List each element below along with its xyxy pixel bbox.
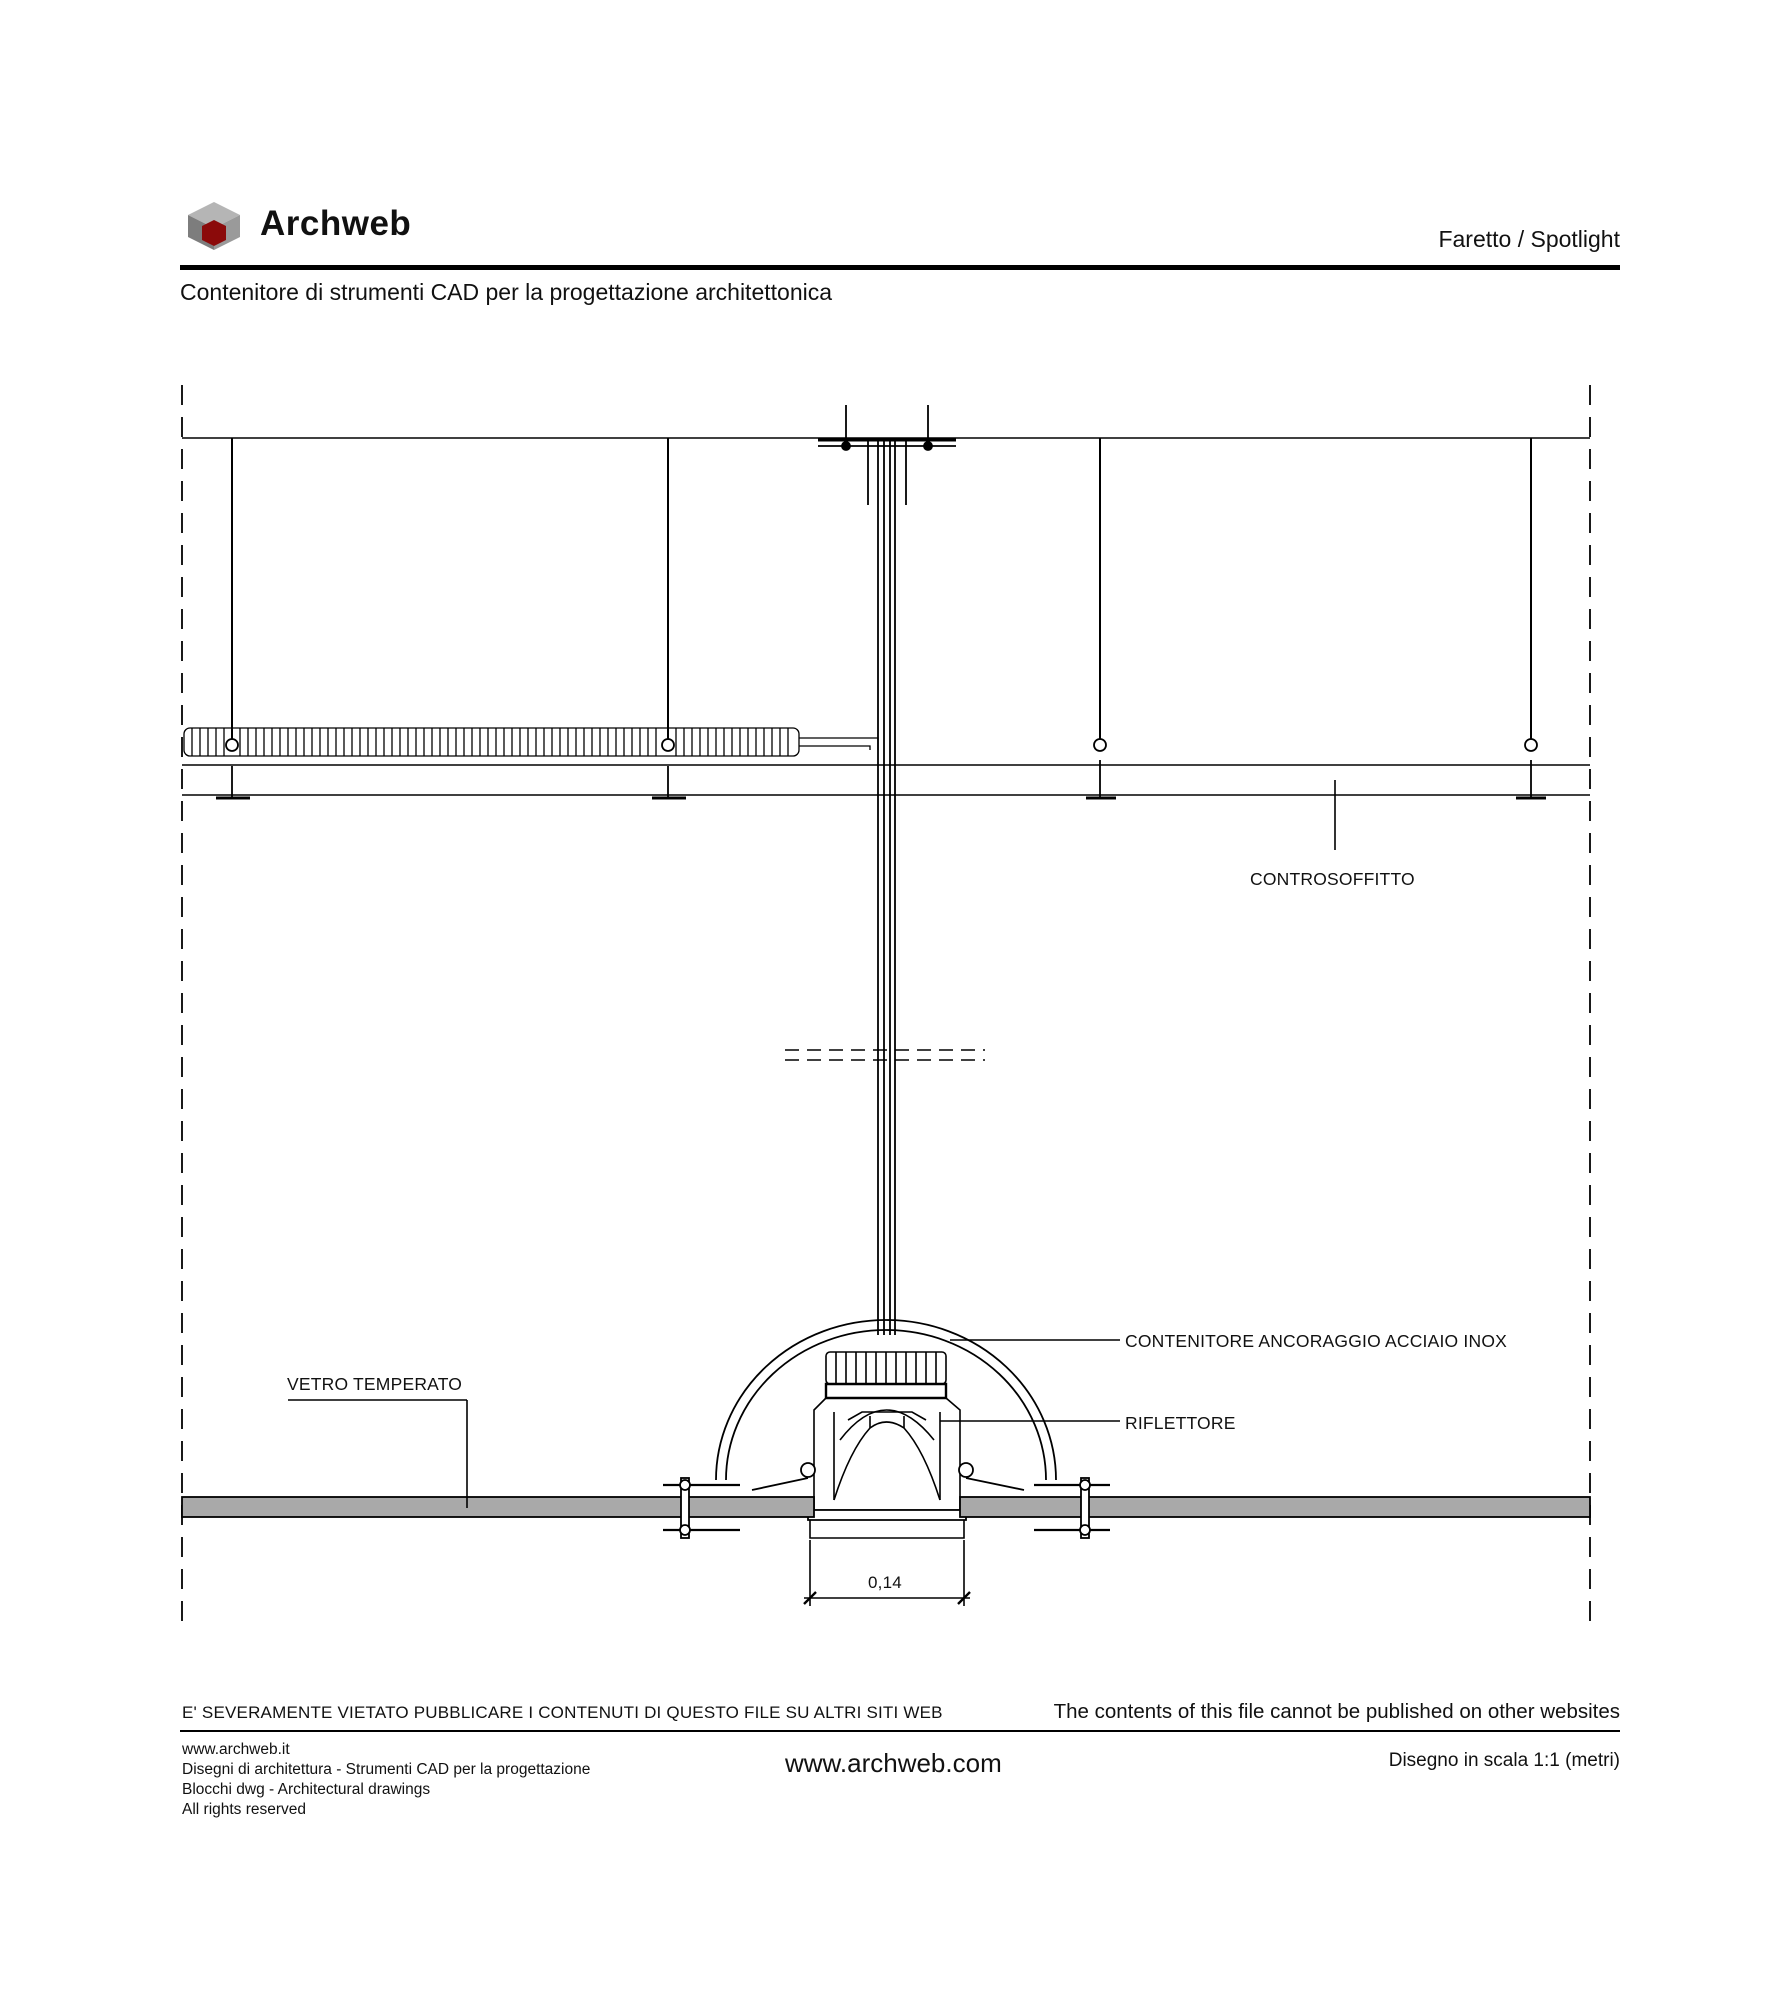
leader-lines [288, 780, 1335, 1508]
label-riflettore: RIFLETTORE [1125, 1413, 1236, 1433]
spotlight-body [808, 1352, 966, 1538]
scale-note: Disegno in scala 1:1 (metri) [1388, 1750, 1620, 1771]
credits-block [182, 1740, 590, 1820]
credits-line: All rights reserved [182, 1801, 307, 1818]
footer-divider [180, 1730, 1620, 1732]
credits-line: Blocchi dwg - Architectural drawings [182, 1781, 431, 1798]
dimension-value: 0,14 [868, 1573, 902, 1592]
subtitle: Contenitore di strumenti CAD per la progettazione architettonica [180, 279, 833, 305]
credits-line: www.archweb.it [182, 1741, 290, 1758]
label-contenitore-ancoraggio: CONTENITORE ANCORAGGIO ACCIAIO INOX [1125, 1331, 1508, 1351]
label-controsoffitto: CONTROSOFFITTO [1250, 869, 1415, 889]
drawing-title: Faretto / Spotlight [1438, 226, 1620, 252]
ceiling-hangers [232, 438, 1531, 742]
website-url: www.archweb.com [785, 1748, 1002, 1778]
credits-line: Disegni di architettura - Strumenti CAD per la progettazione [182, 1761, 591, 1778]
boundary-lines [182, 385, 1590, 1625]
brand-name: Archweb [260, 204, 412, 243]
central-anchor [818, 405, 956, 1335]
notice-italian: E' SEVERAMENTE VIETATO PUBBLICARE I CONTENUTI DI QUESTO FILE SU ALTRI SITI WEB [182, 1703, 943, 1722]
anchor-dome [716, 1320, 1056, 1480]
corrugated-conduit [184, 728, 878, 756]
notice-english: The contents of this file cannot be published on other websites [1053, 1700, 1620, 1723]
label-vetro-temperato: VETRO TEMPERATO [287, 1374, 463, 1394]
break-symbol [785, 1050, 985, 1060]
